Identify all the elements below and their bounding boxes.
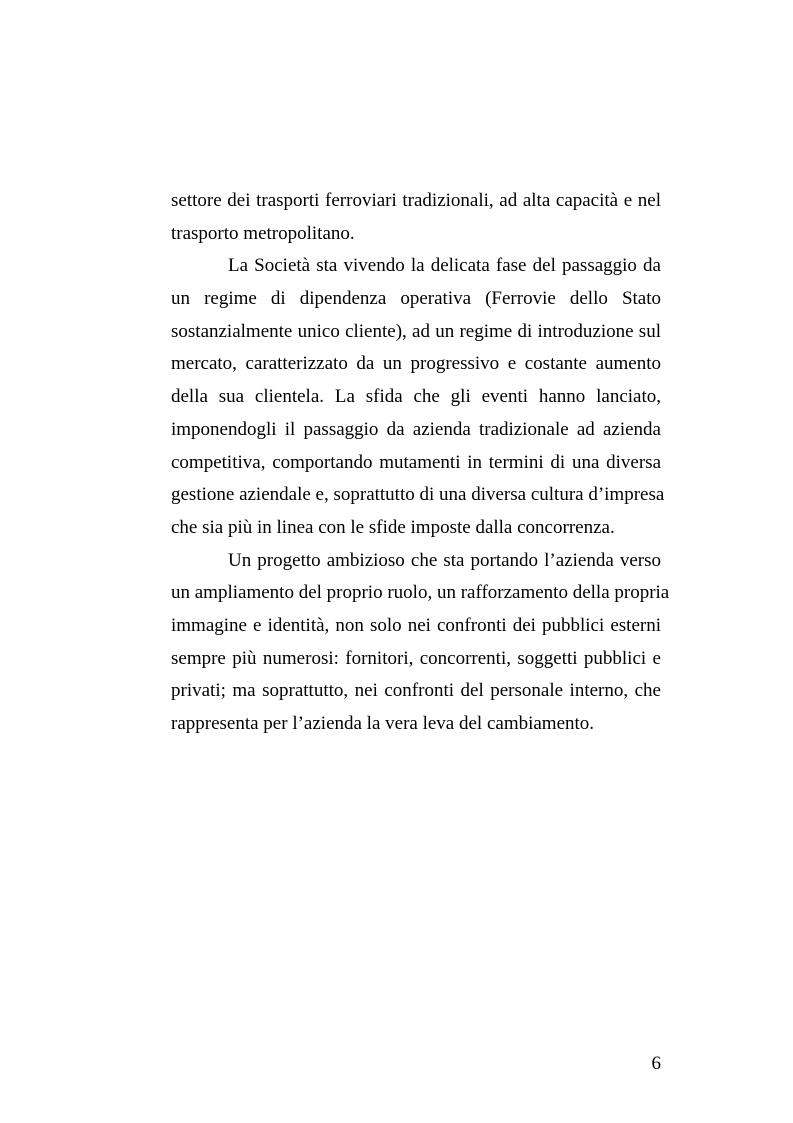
text-line: sostanzialmente unico cliente), ad un regime di introduzione sul	[171, 320, 661, 342]
text-line: sempre più numerosi: fornitori, concorrenti, soggetti pubblici e	[171, 647, 661, 669]
body-text	[171, 185, 670, 741]
text-line: un regime di dipendenza operativa (Ferrovie dello Stato	[171, 288, 661, 310]
text-line: competitiva, comportando mutamenti in termini di una diversa	[171, 451, 661, 473]
text-line: trasporto metropolitano.	[171, 222, 355, 244]
text-line: rappresenta per l’azienda la vera leva del cambiamento.	[171, 713, 595, 734]
text-line: privati; ma soprattutto, nei confronti del personale interno, che	[171, 680, 661, 702]
text-line: un ampliamento del proprio ruolo, un rafforzamento della propria	[171, 582, 670, 604]
text-line: mercato, caratterizzato da un progressivo e costante aumento	[171, 353, 661, 375]
text-line: della sua clientela. La sfida che gli eventi hanno lanciato,	[171, 386, 661, 408]
text-line: imponendogli il passaggio da azienda tradizionale ad azienda	[171, 418, 661, 440]
page-number: 6	[651, 1053, 661, 1074]
text-line: che sia più in linea con le sfide imposte dalla concorrenza.	[171, 516, 615, 538]
text-line: settore dei trasporti ferroviari tradizionali, ad alta capacità e nel	[171, 190, 661, 211]
text-line: Un progetto ambizioso che sta portando l’azienda verso	[228, 549, 661, 571]
text-line: La Società sta vivendo la delicata fase del passaggio da	[228, 255, 661, 277]
text-line: immagine e identità, non solo nei confronti dei pubblici esterni	[171, 614, 661, 636]
text-line: gestione aziendale e, soprattutto di una diversa cultura d’impresa	[171, 484, 665, 506]
